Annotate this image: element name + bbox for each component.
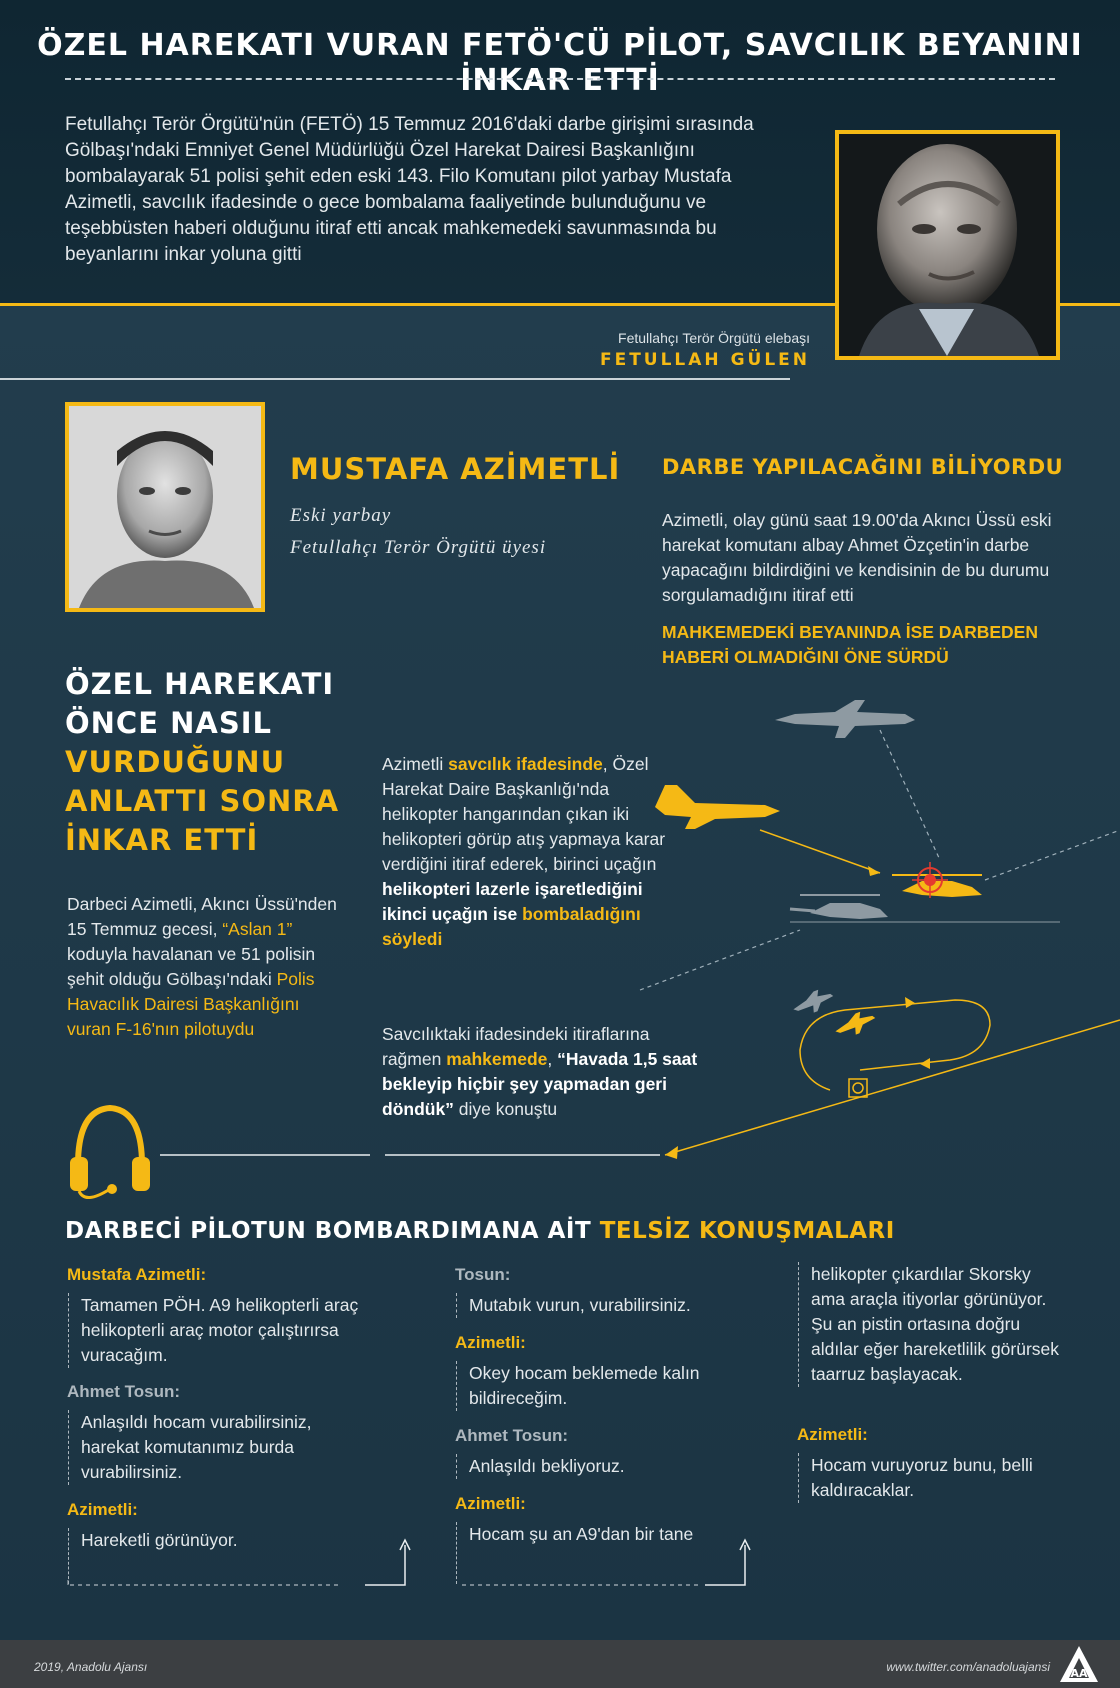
quote-text: Hocam şu an A9'dan bir tane: [456, 1522, 726, 1584]
grey-jet-icon: [775, 700, 915, 738]
quote-text-continued: helikopter çıkardılar Skorsky ama araçla itiyorlar görünüyor. Şu an pistin ortasına doğru aldılar eğer hareketlilik görürsek taarruz başlayacak.: [798, 1262, 1068, 1387]
big-heading-line-3: VURDUĞUNU: [65, 745, 286, 779]
target-box-icon: [849, 1079, 867, 1097]
savcilik-text-1: Azimetli: [382, 754, 449, 774]
footer-twitter-link[interactable]: www.twitter.com/anadoluajansi: [886, 1660, 1050, 1674]
bomb-trajectory-line: [760, 830, 880, 873]
savcilik-text-bombed: bombaladığını söyledi: [382, 904, 641, 949]
mahkeme-text-1: Savcılıktaki ifadesindeki itiraflarına rağmen: [382, 1024, 650, 1069]
intro-paragraph: Fetullahçı Terör Örgütü'nün (FETÖ) 15 Temmuz 2016'daki darbe girişimi sırasında Gölbaşı'ndaki Emniyet Genel Müdürlüğü Özel Harekat Dairesi Başkanlığını bombalayarak 51 polisi şehit eden eski 143. Filo Komutanı pilot yarbay Mustafa Azimetli, savcılık ifadesinde o gece bombalama faaliyetinde bulunduğunu ve teşebbüsten haberi olduğunu itiraf etti ancak mahkemedeki savunmasında bu beyanlarını inkar yoluna gitti: [65, 114, 754, 265]
quote-text: Tamamen PÖH. A9 helikopterli araç helikopterli araç motor çalıştırırsa vuracağım.: [68, 1293, 398, 1368]
yellow-helicopter-icon: [892, 875, 982, 897]
pilot-text-3: koduyla havalanan ve 51 polisin şehit olduğu Gölbaşı'ndaki: [67, 944, 316, 989]
darbe-heading: DARBE YAPILACAĞINI BİLİYORDU: [662, 455, 1064, 479]
quote-text: Anlaşıldı hocam vurabilirsiniz, harekat komutanımız burda vurabilirsiniz.: [68, 1410, 368, 1485]
yellow-jet-icon: [655, 785, 780, 829]
big-heading-line-1: ÖZEL HAREKATI: [65, 667, 335, 701]
mahkeme-text-court: mahkemede: [446, 1049, 548, 1069]
speaker-label: Mustafa Azimetli:: [67, 1265, 207, 1284]
laser-line: [880, 730, 940, 860]
savcilik-text-highlight: savcılık ifadesinde: [448, 754, 603, 774]
speaker-label: Ahmet Tosun:: [67, 1382, 181, 1401]
radio-heading: [65, 1218, 895, 1244]
col1-arrow-line: [365, 1545, 405, 1585]
mahkeme-text-end: diye konuştu: [453, 1099, 558, 1119]
quote-text: Okey hocam beklemede kalın bildireceğim.: [456, 1361, 726, 1411]
flight-path-arrow-icon: [665, 1146, 678, 1159]
pilot-text-1: Darbeci Azimetli, Akıncı Üssü'nden 15 Temmuz gecesi,: [67, 894, 337, 939]
speaker-label: Azimetli:: [797, 1425, 868, 1444]
dashed-path-right: [985, 830, 1120, 880]
speaker-label: Azimetli:: [455, 1333, 526, 1352]
big-heading-line-2: ÖNCE NASIL: [65, 706, 272, 740]
darbe-body: Azimetli, olay günü saat 19.00'da Akıncı Üssü eski harekat komutanı albay Ahmet Özçetin'in darbe yapacağını bildirdiğini ve kendisinin de bu durumu sorgulamadığını itiraf etti: [662, 510, 1052, 605]
gulen-caption-role: Fetullahçı Terör Örgütü elebaşı: [618, 330, 810, 346]
quote-text: Hareketli görünüyor.: [68, 1528, 368, 1584]
speaker-label: Ahmet Tosun:: [455, 1426, 569, 1445]
speaker-label: Azimetli:: [455, 1494, 526, 1513]
bomb-arrow-icon: [868, 866, 880, 876]
savcilik-text-bold: helikopteri lazerle işaretlediğini ikinci uçağın ise: [382, 879, 643, 924]
mahkeme-text-comma: ,: [547, 1049, 558, 1069]
aa-logo-text: AA: [1070, 1667, 1088, 1680]
radio-heading-white: DARBECİ PİLOTUN BOMBARDIMANA AİT: [65, 1218, 600, 1244]
footer-copyright: 2019, Anadolu Ajansı: [34, 1660, 148, 1674]
flight-path-line: [665, 1020, 1120, 1155]
savcilik-text-3: , Özel Harekat Daire Başkanlığı'nda helikopter hangarından çıkan iki helikopteri görüp atış yapmaya karar verdiğini itiraf ederek, birinci uçağın: [382, 754, 666, 874]
aa-logo: [1058, 1644, 1100, 1684]
speaker-label: Tosun:: [455, 1265, 511, 1284]
azimetli-role-2: Fetullahçı Terör Örgütü üyesi: [290, 537, 547, 558]
mahkeme-text-quote: “Havada 1,5 saat bekleyip hiçbir şey yapmadan geri döndük”: [382, 1049, 698, 1119]
aa-logo-icon: [1058, 1644, 1100, 1684]
big-heading-line-5: İNKAR ETTİ: [65, 823, 259, 857]
pilot-text-target: Polis Havacılık Dairesi Başkanlığını vuran F-16'nın pilotuydu: [67, 969, 315, 1039]
big-heading-line-4: ANLATTI SONRA: [65, 784, 340, 818]
azimetli-role-1: Eski yarbay: [290, 505, 392, 526]
headset-icon: [70, 1108, 150, 1198]
azimetli-name: MUSTAFA AZİMETLİ: [290, 452, 621, 486]
quote-text: Mutabık vurun, vurabilirsiniz.: [456, 1293, 746, 1318]
speaker-label: Azimetli:: [67, 1500, 138, 1519]
quote-text: Hocam vuruyoruz bunu, belli kaldıracaklar.: [798, 1453, 1068, 1503]
quote-text: Anlaşıldı bekliyoruz.: [456, 1454, 726, 1479]
grey-helicopter-icon: [790, 895, 888, 919]
darbe-highlight: MAHKEMEDEKİ BEYANINDA İSE DARBEDEN HABERİ OLMADIĞINI ÖNE SÜRDÜ: [662, 622, 1038, 667]
small-yellow-jet-icon: [832, 1008, 878, 1041]
holding-pattern-loop: [800, 997, 990, 1090]
radio-heading-yellow: TELSİZ KONUŞMALARI: [599, 1218, 895, 1244]
pilot-text-code: “Aslan 1”: [222, 919, 293, 939]
dashed-path-left: [640, 930, 800, 990]
page-title: ÖZEL HAREKATI VURAN FETÖ'CÜ PİLOT, SAVCILIK BEYANINI İNKAR ETTİ: [37, 28, 1083, 98]
gulen-caption-name: FETULLAH GÜLEN: [599, 350, 810, 370]
